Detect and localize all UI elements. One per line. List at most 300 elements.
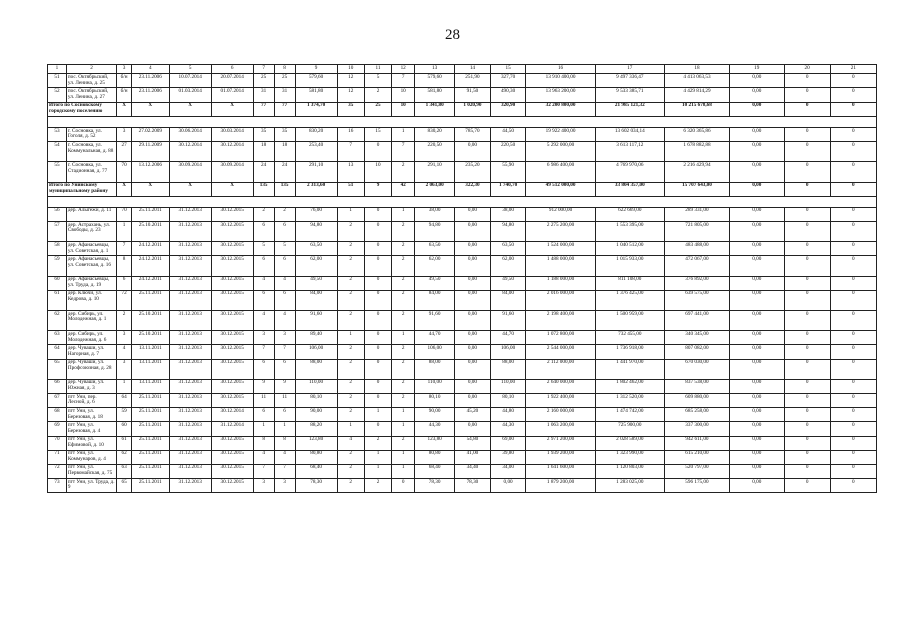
table-cell: 45,20 xyxy=(455,408,491,422)
table-cell: 0 xyxy=(392,479,415,493)
table-cell: 8 xyxy=(274,436,295,450)
table-cell: 6 xyxy=(253,359,274,379)
table-row xyxy=(48,256,877,276)
table-row xyxy=(48,422,877,436)
table-cell: 3 xyxy=(117,127,132,141)
table-cell: 6 320 365,86 xyxy=(664,127,729,141)
table-cell: 235,20 xyxy=(455,162,491,182)
table-cell: 64 xyxy=(117,393,132,407)
table-cell: 0 xyxy=(784,450,830,464)
table-cell: 4 413 063,53 xyxy=(664,74,729,88)
table-cell: 0 xyxy=(364,422,391,436)
table-cell: 54,80 xyxy=(455,436,491,450)
table-row xyxy=(48,379,877,393)
table-cell: 30.12.2015 xyxy=(211,393,253,407)
subtotal-label: Итого по Унинскому муниципальному району xyxy=(48,182,117,196)
table-cell: 70 xyxy=(117,162,132,182)
table-cell: 72 xyxy=(48,464,67,478)
table-cell: 1 553 395,00 xyxy=(595,222,664,242)
table-cell: 2 xyxy=(364,436,391,450)
table-cell: 1 441 970,00 xyxy=(595,359,664,379)
table-cell: 94,80 xyxy=(415,222,455,242)
table-cell: 0 xyxy=(364,290,391,310)
table-cell: 0,00 xyxy=(729,88,784,102)
table-cell: 0,00 xyxy=(729,162,784,182)
table-cell: 0,00 xyxy=(490,479,526,493)
table-row xyxy=(48,74,877,88)
table-cell: 123,80 xyxy=(295,436,337,450)
table-cell: 90,00 xyxy=(295,408,337,422)
table-cell: 0 xyxy=(364,311,391,331)
table-cell: 0,00 xyxy=(729,464,784,478)
subtotal-cell: 0,00 xyxy=(729,182,784,196)
table-cell: 0 xyxy=(784,311,830,331)
table-cell: 0 xyxy=(784,88,830,102)
table-cell: 31.12.2013 xyxy=(169,242,211,256)
table-cell: 2 544 000,00 xyxy=(526,345,595,359)
table-cell: 721 805,00 xyxy=(664,222,729,242)
subtotal-row xyxy=(48,102,877,116)
table-cell: 0,00 xyxy=(729,331,784,345)
subtotal-cell: 25 xyxy=(364,102,391,116)
table-cell: 1 488 000,00 xyxy=(526,256,595,276)
subtotal-cell: 0 xyxy=(784,102,830,116)
table-cell: 30.12.2015 xyxy=(211,450,253,464)
table-cell: 0 xyxy=(784,276,830,290)
table-cell: 01.07.2014 xyxy=(211,88,253,102)
table-cell: 80,10 xyxy=(490,393,526,407)
table-cell: 0 xyxy=(830,222,876,242)
table-cell: 2 xyxy=(392,276,415,290)
table-cell: 31.12.2013 xyxy=(169,479,211,493)
table-cell: 11 xyxy=(274,393,295,407)
table-cell: 9 xyxy=(253,379,274,393)
table-cell: 25.10.2011 xyxy=(131,222,169,242)
table-cell: 6 xyxy=(274,359,295,379)
subtotal-cell: 77 xyxy=(253,102,274,116)
subtotal-cell: 2 063,00 xyxy=(415,182,455,196)
table-cell: 0,00 xyxy=(455,359,491,379)
table-cell: 13 602 034,14 xyxy=(595,127,664,141)
table-cell: 0 xyxy=(784,479,830,493)
spacer-cell xyxy=(48,116,877,127)
subtotal-cell: 135 xyxy=(253,182,274,196)
table-row xyxy=(48,450,877,464)
table-cell: 9 497 336,47 xyxy=(595,74,664,88)
table-cell: 4 xyxy=(337,436,364,450)
table-cell: 63,50 xyxy=(490,242,526,256)
table-cell: 31.12.2013 xyxy=(169,345,211,359)
table-cell: 0 xyxy=(830,74,876,88)
table-cell: 5 xyxy=(253,242,274,256)
table-cell: 2 xyxy=(392,256,415,276)
table-cell: 19 922 400,00 xyxy=(526,127,595,141)
table-cell: 30.12.2015 xyxy=(211,290,253,310)
table-cell: 13 910 400,00 xyxy=(526,74,595,88)
table-cell: 94,80 xyxy=(295,222,337,242)
table-cell: 30.12.2015 xyxy=(211,207,253,221)
table-cell: 0,00 xyxy=(455,331,491,345)
table-cell: 4 xyxy=(253,450,274,464)
table-cell: 6 xyxy=(253,408,274,422)
table-cell: 0 xyxy=(784,74,830,88)
table-cell: 581,80 xyxy=(415,88,455,102)
table-cell: 25 xyxy=(274,74,295,88)
table-cell: 64 xyxy=(48,345,67,359)
table-cell: 1 xyxy=(364,408,391,422)
table-cell: 91,60 xyxy=(295,311,337,331)
subtotal-cell: 77 xyxy=(274,102,295,116)
table-cell: 44,80 xyxy=(490,408,526,422)
column-number: 7 xyxy=(253,65,274,74)
table-cell: 60 xyxy=(117,422,132,436)
table-cell: 1 xyxy=(364,464,391,478)
table-cell: 62,00 xyxy=(295,256,337,276)
table-cell: 1 xyxy=(117,379,132,393)
subtotal-cell: 0 xyxy=(784,182,830,196)
table-cell: 67 xyxy=(48,393,67,407)
table-cell: 1 678 882,88 xyxy=(664,142,729,162)
table-cell: 0,00 xyxy=(729,422,784,436)
table-cell: 0 xyxy=(830,393,876,407)
table-cell: 25.10.2011 xyxy=(131,331,169,345)
table-cell: 0,00 xyxy=(729,290,784,310)
subtotal-cell: 1 341,80 xyxy=(415,102,455,116)
table-cell: 23.11.2006 xyxy=(131,74,169,88)
table-cell: 0,00 xyxy=(729,207,784,221)
table-cell: 1 641 600,00 xyxy=(526,464,595,478)
table-row xyxy=(48,162,877,182)
table-cell: 0 xyxy=(364,256,391,276)
table-cell: 7 xyxy=(392,74,415,88)
spacer-row xyxy=(48,196,877,207)
table-cell: 0,00 xyxy=(729,436,784,450)
table-cell: 3 xyxy=(117,331,132,345)
table-cell: 24.12.2011 xyxy=(131,256,169,276)
subtotal-cell: X xyxy=(169,182,211,196)
address-cell: дер. Чуваши, ул. Южная, д. 3 xyxy=(66,379,116,393)
table-cell: 44,30 xyxy=(415,422,455,436)
table-cell: 6 xyxy=(274,256,295,276)
table-cell: 1 376 425,00 xyxy=(595,290,664,310)
table-cell: 2 275 200,00 xyxy=(526,222,595,242)
table-cell: 2 xyxy=(392,436,415,450)
column-number: 12 xyxy=(392,65,415,74)
table-cell: 35 xyxy=(253,127,274,141)
table-cell: 732 455,00 xyxy=(595,331,664,345)
table-cell: 68,40 xyxy=(415,464,455,478)
table-cell: б/н xyxy=(117,88,132,102)
table-cell: 670 030,00 xyxy=(664,359,729,379)
address-cell: дер. Астрахань, ул. Свободы, д. 23 xyxy=(66,222,116,242)
table-cell: 44,30 xyxy=(490,422,526,436)
table-cell: 0,00 xyxy=(729,479,784,493)
column-number: 11 xyxy=(364,65,391,74)
table-cell: 697 441,00 xyxy=(664,311,729,331)
table-cell: 7 xyxy=(117,242,132,256)
table-cell: 2 xyxy=(253,207,274,221)
table-cell: 89,40 xyxy=(295,331,337,345)
table-cell: 2 xyxy=(274,207,295,221)
table-cell: 30.12.2015 xyxy=(211,436,253,450)
table-cell: 0 xyxy=(784,222,830,242)
table-cell: 2 xyxy=(392,345,415,359)
table-cell: 2 xyxy=(337,276,364,290)
table-cell: 7 xyxy=(253,464,274,478)
table-cell: 6 xyxy=(117,276,132,290)
table-cell: 0 xyxy=(784,393,830,407)
table-cell: 289 331,00 xyxy=(664,207,729,221)
table-cell: 78,30 xyxy=(415,479,455,493)
column-number: 15 xyxy=(490,65,526,74)
table-cell: 1 072 800,00 xyxy=(526,331,595,345)
table-cell: 30.12.2015 xyxy=(211,359,253,379)
table-cell: 25 xyxy=(253,74,274,88)
table-cell: 0 xyxy=(364,142,391,162)
column-number: 14 xyxy=(455,65,491,74)
table-cell: 1 063 200,00 xyxy=(526,422,595,436)
table-cell: 25.11.2011 xyxy=(131,393,169,407)
table-cell: 2 028 589,00 xyxy=(595,436,664,450)
table-cell: 66 xyxy=(48,379,67,393)
table-cell: 13.12.2006 xyxy=(131,162,169,182)
table-cell: 1 xyxy=(274,422,295,436)
table-cell: 0,00 xyxy=(729,408,784,422)
table-cell: 80,10 xyxy=(295,393,337,407)
table-cell: 1 922 400,00 xyxy=(526,393,595,407)
table-cell: 94,80 xyxy=(490,222,526,242)
table-cell: 34,00 xyxy=(490,464,526,478)
table-cell: 65 xyxy=(48,359,67,379)
table-cell: 520 797,00 xyxy=(664,464,729,478)
table-cell: 376 892,00 xyxy=(664,276,729,290)
table-cell: 69 xyxy=(48,422,67,436)
table-cell: 62 xyxy=(48,311,67,331)
table-cell: 2 640 000,00 xyxy=(526,379,595,393)
table-cell: 2 xyxy=(392,222,415,242)
table-cell: 30.06.2014 xyxy=(169,127,211,141)
table-cell: 0,00 xyxy=(729,450,784,464)
table-cell: 2 xyxy=(364,88,391,102)
table-cell: 25.11.2011 xyxy=(131,479,169,493)
table-cell: 1 939 200,00 xyxy=(526,450,595,464)
table-cell: 49,50 xyxy=(490,276,526,290)
table-cell: 54 xyxy=(48,142,67,162)
table-cell: 30.12.2015 xyxy=(211,222,253,242)
table-cell: 1 323 990,00 xyxy=(595,450,664,464)
table-cell: 0,00 xyxy=(455,242,491,256)
table-cell: 63,50 xyxy=(295,242,337,256)
table-cell: 4 xyxy=(274,450,295,464)
table-cell: 4 xyxy=(117,345,132,359)
table-row xyxy=(48,127,877,141)
table-row xyxy=(48,222,877,242)
column-number: 21 xyxy=(830,65,876,74)
address-cell: дер. Чуваши, ул. Профсоюзная, д. 28 xyxy=(66,359,116,379)
table-cell: 70 xyxy=(117,207,132,221)
table-cell: 49,50 xyxy=(415,276,455,290)
table-cell: 91,50 xyxy=(455,88,491,102)
table-cell: 2 198 400,00 xyxy=(526,311,595,331)
table-cell: 0 xyxy=(364,393,391,407)
table-cell: 0 xyxy=(364,359,391,379)
table-cell: 30.12.2015 xyxy=(211,276,253,290)
subtotal-cell: 51 xyxy=(337,182,364,196)
table-cell: 1 500 959,00 xyxy=(595,311,664,331)
table-cell: 0 xyxy=(784,127,830,141)
address-cell: дер. Чуваши, ул. Нагорная, д. 7 xyxy=(66,345,116,359)
table-cell: 2 xyxy=(337,345,364,359)
table-cell: 12 xyxy=(337,74,364,88)
table-cell: 0 xyxy=(830,450,876,464)
table-cell: 0 xyxy=(784,331,830,345)
table-cell: 0 xyxy=(830,408,876,422)
table-cell: 830,20 xyxy=(295,127,337,141)
table-cell: 72 xyxy=(117,290,132,310)
table-cell: 1 283 025,00 xyxy=(595,479,664,493)
table-cell: 830,20 xyxy=(415,127,455,141)
subtotal-cell: 1 740,70 xyxy=(490,182,526,196)
table-cell: 13.11.2011 xyxy=(131,359,169,379)
table-cell: 56 xyxy=(48,207,67,221)
table-cell: 1 xyxy=(337,331,364,345)
table-cell: 18 xyxy=(253,142,274,162)
spacer-cell xyxy=(48,196,877,207)
table-cell: 0 xyxy=(364,345,391,359)
column-number-row xyxy=(48,65,877,74)
table-cell: 0 xyxy=(784,290,830,310)
table-cell: 88,00 xyxy=(415,359,455,379)
table-cell: 0 xyxy=(784,464,830,478)
table-cell: 7 xyxy=(253,345,274,359)
table-cell: 220,50 xyxy=(415,142,455,162)
table-cell: 0 xyxy=(830,256,876,276)
table-cell: 84,00 xyxy=(415,290,455,310)
table-cell: 2 xyxy=(337,256,364,276)
subtotal-cell: X xyxy=(117,182,132,196)
table-cell: 579,60 xyxy=(415,74,455,88)
table-row xyxy=(48,393,877,407)
subtotal-cell: X xyxy=(117,102,132,116)
table-cell: 0 xyxy=(784,359,830,379)
table-cell: 55,90 xyxy=(490,162,526,182)
table-cell: 44,50 xyxy=(490,127,526,141)
table-row xyxy=(48,311,877,331)
subtotal-cell: 1 374,70 xyxy=(295,102,337,116)
housing-register-table xyxy=(47,64,877,493)
table-cell: 0,00 xyxy=(455,207,491,221)
table-cell: 0,00 xyxy=(455,276,491,290)
address-cell: г. Сосновка, ул. Стадионная, д. 77 xyxy=(66,162,116,182)
table-cell: 0,00 xyxy=(729,242,784,256)
subtotal-cell: 33 804 357,00 xyxy=(595,182,664,196)
table-cell: 30.12.2015 xyxy=(211,256,253,276)
address-cell: дер. Афанасьевцы, ул. Труда, д. 19 xyxy=(66,276,116,290)
table-cell: 30.12.2014 xyxy=(211,408,253,422)
table-cell: 84,00 xyxy=(490,290,526,310)
table-cell: 0 xyxy=(830,464,876,478)
address-cell: пгт Уни, ул. Первомайская, д. 75 xyxy=(66,464,116,478)
table-cell: 110,00 xyxy=(415,379,455,393)
table-cell: 31.12.2013 xyxy=(169,311,211,331)
table-cell: 579,60 xyxy=(295,74,337,88)
table-cell: 30.09.2014 xyxy=(211,162,253,182)
table-cell: 91,60 xyxy=(490,311,526,331)
table-cell: 31.12.2013 xyxy=(169,393,211,407)
table-cell: 253,40 xyxy=(295,142,337,162)
table-row xyxy=(48,479,877,493)
table-cell: 0,00 xyxy=(729,311,784,331)
table-cell: 2 016 000,00 xyxy=(526,290,595,310)
table-cell: 0 xyxy=(830,359,876,379)
subtotal-cell: 322,30 xyxy=(455,182,491,196)
table-cell: 1 xyxy=(392,408,415,422)
table-cell: 483 488,00 xyxy=(664,242,729,256)
subtotal-label: Итого по Сосновскому городскому поселению xyxy=(48,102,117,116)
table-cell: 0 xyxy=(784,436,830,450)
address-cell: г. Сосновка, ул. Гоголя, д. 52 xyxy=(66,127,116,141)
table-cell: 1 312 520,00 xyxy=(595,393,664,407)
address-cell: дер. Алыгежи, д. 11 xyxy=(66,207,116,221)
table-cell: 80,10 xyxy=(415,393,455,407)
table-row xyxy=(48,359,877,379)
table-cell: 53 xyxy=(48,127,67,141)
table-cell: 2 xyxy=(392,359,415,379)
table-cell: 62 xyxy=(117,450,132,464)
table-cell: 340 345,00 xyxy=(664,331,729,345)
address-cell: пос. Октябрьский, ул. Ленина, д. 27 xyxy=(66,88,116,102)
address-cell: пгт Уни, ул. Труда, д. 9 xyxy=(66,479,116,493)
column-number: 4 xyxy=(131,65,169,74)
column-number: 1 xyxy=(48,65,67,74)
table-cell: 1 120 803,00 xyxy=(595,464,664,478)
table-cell: 0,00 xyxy=(729,222,784,242)
table-cell: 3 xyxy=(253,331,274,345)
table-cell: 25.11.2011 xyxy=(131,290,169,310)
table-cell: 55 xyxy=(48,162,67,182)
table-cell: 0 xyxy=(830,207,876,221)
table-cell: 0,00 xyxy=(455,256,491,276)
table-cell: 106,00 xyxy=(415,345,455,359)
table-cell: 0 xyxy=(830,290,876,310)
table-cell: 1 802 462,00 xyxy=(595,379,664,393)
table-cell: 51 xyxy=(48,74,67,88)
table-cell: 31.12.2013 xyxy=(169,276,211,290)
table-cell: 0 xyxy=(830,379,876,393)
subtotal-cell: 320,90 xyxy=(490,102,526,116)
table-cell: 68 xyxy=(48,408,67,422)
table-cell: 1 736 918,00 xyxy=(595,345,664,359)
table-row xyxy=(48,276,877,290)
table-cell: 11 xyxy=(253,393,274,407)
column-number: 9 xyxy=(295,65,337,74)
table-cell: 0,00 xyxy=(729,142,784,162)
table-cell: 2 xyxy=(337,242,364,256)
table-cell: 5 292 000,00 xyxy=(526,142,595,162)
table-cell: 31.12.2013 xyxy=(169,359,211,379)
table-cell: 251,90 xyxy=(455,74,491,88)
table-cell: 0 xyxy=(830,345,876,359)
table-cell: 291,10 xyxy=(295,162,337,182)
table-cell: 31.12.2013 xyxy=(169,464,211,478)
table-cell: 1 xyxy=(392,464,415,478)
address-cell: дер. Сибирь, ул. Молодежная, д. 6 xyxy=(66,331,116,345)
table-cell: 0,00 xyxy=(455,422,491,436)
subtotal-cell: X xyxy=(131,102,169,116)
table-cell: 3 xyxy=(274,331,295,345)
table-cell: 337 300,00 xyxy=(664,422,729,436)
subtotal-cell: 0,00 xyxy=(729,102,784,116)
